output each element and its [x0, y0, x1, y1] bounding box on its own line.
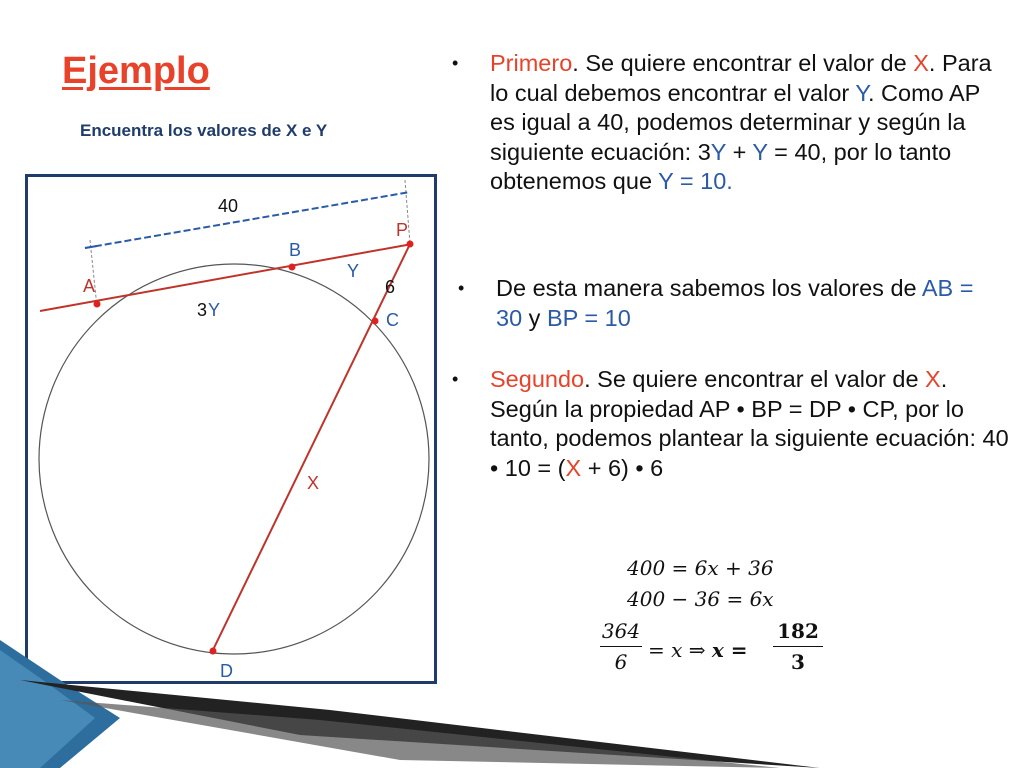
- bullet-run: . Se quiere encontrar el valor de: [584, 366, 926, 392]
- equals-bold: =: [723, 638, 748, 662]
- bullet-run: y: [522, 304, 547, 331]
- label-40: 40: [218, 196, 239, 216]
- bullet-run: Y: [855, 79, 868, 106]
- bullet-run: . Como AP es igual a 40, podemos determinar y según la siguiente ecuación: 3: [490, 79, 980, 165]
- fraction-denominator: 3: [791, 650, 805, 674]
- bullet-run: . Para lo cual debemos encontrar el valor: [490, 50, 992, 106]
- bullet-text: [490, 50, 992, 194]
- point-a: [94, 301, 101, 308]
- bullet-text: [496, 275, 973, 331]
- decorative-ribbon: [0, 640, 820, 768]
- point-p: [407, 241, 414, 248]
- bullet-primero: [452, 49, 1010, 197]
- bullet-mark: •: [458, 278, 465, 298]
- bullet-run: De esta manera sabemos los valores de: [496, 275, 922, 301]
- bullet-run: X: [913, 50, 929, 76]
- label-six: 6: [385, 277, 396, 297]
- bullet-run: + 6) • 6: [581, 454, 664, 481]
- slide-subtitle: Encuentra los valores de X e Y: [80, 121, 328, 140]
- bullet-run: . Se quiere encontrar el valor de: [572, 50, 914, 76]
- bullet-run: X: [925, 366, 941, 392]
- bullet-mark: •: [452, 369, 459, 389]
- bullet-run: Y: [752, 138, 768, 165]
- bullet-mark: •: [452, 53, 459, 73]
- bullet-run: Y: [710, 138, 727, 165]
- point-c: [372, 318, 379, 325]
- bullet-run: Segundo: [490, 366, 585, 392]
- circle-diagram: [25, 174, 437, 684]
- label-d: D: [220, 661, 233, 681]
- x-bold: x: [711, 638, 724, 662]
- fraction-numerator: 182: [777, 619, 819, 643]
- bullet-run: BP = 10: [546, 304, 631, 331]
- bullet-run: = 40, por lo tanto obtenemos que: [490, 138, 952, 194]
- bullet-run: X: [565, 454, 582, 481]
- label-a: A: [83, 276, 96, 296]
- slide-title: Ejemplo: [62, 50, 210, 92]
- equation-line-2: 400 − 36 = 6x: [627, 587, 774, 611]
- bullet-run: Y = 10.: [658, 168, 733, 194]
- bullet-run: +: [726, 138, 753, 165]
- label-b: B: [289, 240, 302, 260]
- label-c: C: [386, 310, 399, 330]
- fraction-numerator: 364: [601, 619, 641, 643]
- label-y-left: Y: [208, 300, 221, 320]
- geometry-figure: [25, 174, 437, 684]
- bullet-run: Primero: [490, 50, 573, 76]
- bullet-valores: [458, 274, 996, 333]
- bullet-segundo: [452, 365, 1010, 483]
- label-three: 3: [197, 300, 208, 320]
- bullet-run: AB = 30: [496, 275, 974, 331]
- bullet-run: . Según la propiedad AP • BP = DP • CP, por lo tanto, podemos plantear la siguiente ecuación: 40 • 10 = (: [490, 366, 1009, 481]
- point-b: [289, 264, 296, 271]
- equation-line-1: 400 = 6x + 36: [627, 556, 774, 580]
- fraction-denominator: 6: [614, 650, 628, 674]
- label-x: X: [307, 473, 320, 493]
- implication-text: = x ⇒: [648, 638, 712, 662]
- label-y-right: Y: [347, 261, 360, 281]
- bullet-text: [490, 366, 1009, 481]
- label-p: P: [396, 220, 409, 240]
